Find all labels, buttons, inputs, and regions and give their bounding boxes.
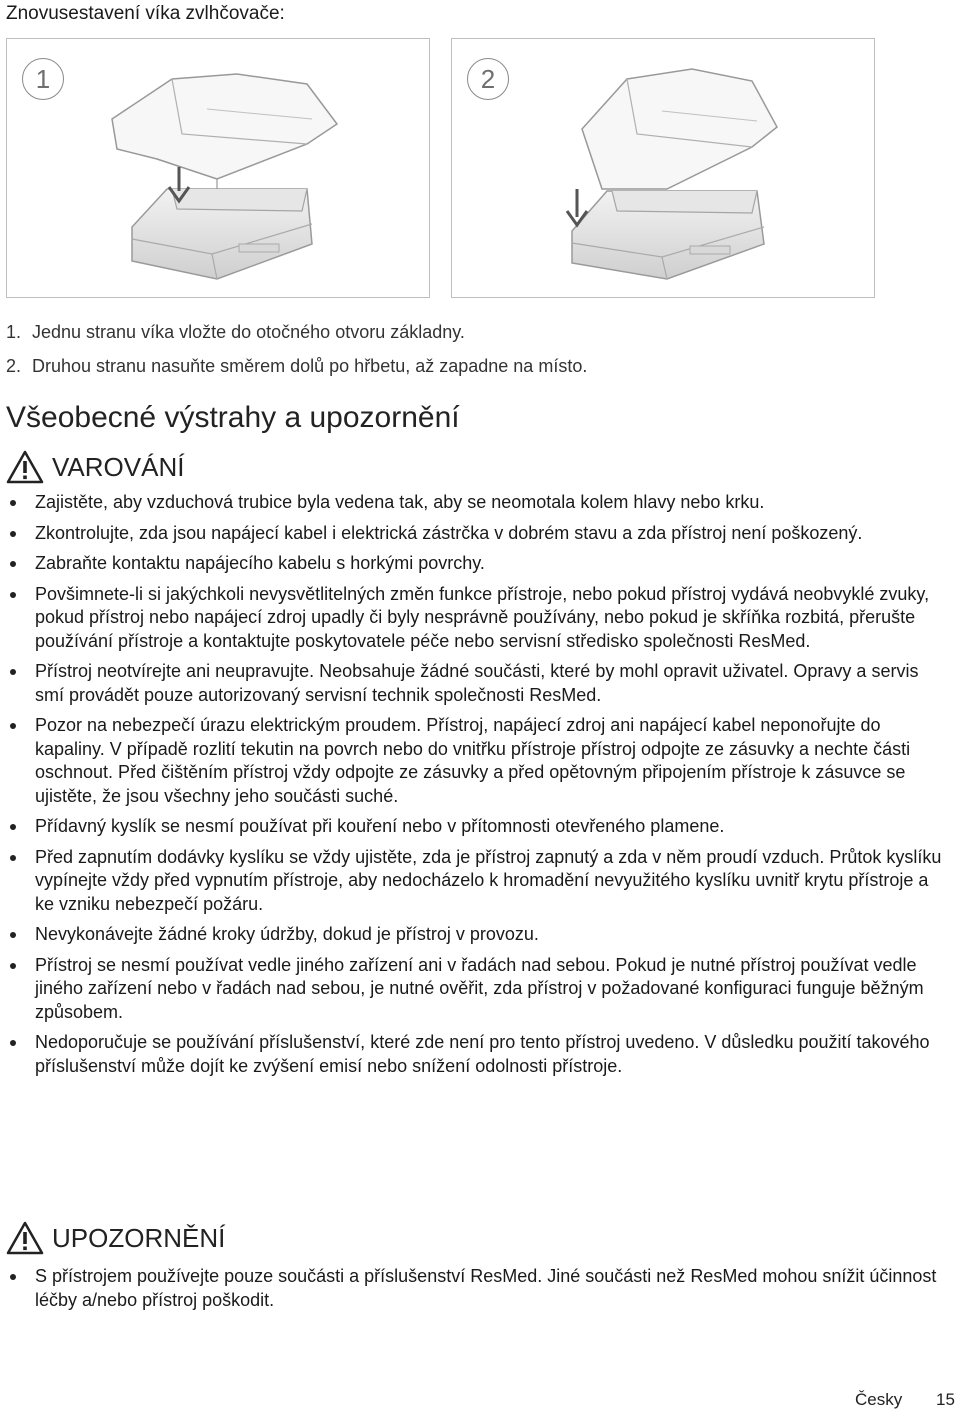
step-item-text: Druhou stranu nasuňte směrem dolů po hřbetu, až zapadne na místo. [32,356,588,376]
bullet-icon [10,500,16,506]
warning-item-text: Přídavný kyslík se nesmí používat při kouření nebo v přítomnosti otevřeného plamene. [35,816,725,836]
bullet-icon [10,669,16,675]
step-number-2: 2 [467,58,509,100]
caution-title: UPOZORNĚNÍ [52,1223,226,1253]
bullet-icon [10,1274,16,1280]
step-item-text: Jednu stranu víka vložte do otočného otvoru základny. [32,322,465,342]
warning-item-text: Povšimnete-li si jakýchkoli nevysvětlitelných změn funkce přístroje, nebo pokud přístroj vydává neobvyklé zvuky, pokud přístroj nebo napájecí zdroj upadly či byly nesprávně používány, nebo pokud je skříňka rozbitá, přerušte používání přístroje a kontaktujte poskytovatele péče nebo servisní středisko společnosti ResMed. [35,583,930,651]
warning-triangle-icon [6,1221,44,1255]
intro-heading: Znovusestavení víka zvlhčovače: [6,3,285,24]
step-item [6,356,587,380]
figure-step-1 [6,38,430,298]
bullet-icon [10,531,16,537]
warning-item-text: Zajistěte, aby vzduchová trubice byla vedena tak, aby se neomotala kolem hlavy nebo krku. [35,492,765,512]
bullet-icon [10,592,16,598]
bullet-icon [10,932,16,938]
warning-item-text: Před zapnutím dodávky kyslíku se vždy ujistěte, zda je přístroj zapnutý a zda v něm proudí vzduch. Průtok kyslíku vypínejte vždy před vypnutím přístroje, aby nedocházelo k hromadění nevyužitého kyslíku uvnitř krytu přístroje a ke vzniku nebezpečí požáru. [35,846,942,914]
warning-item-text: Přístroj se nesmí používat vedle jiného zařízení ani v řadách nad sebou. Pokud je nutné přístroj používat vedle jiného zařízení nebo v řadách nad sebou, je nutné ověřit, zda přístroj v požadované konfiguraci funguje běžným způsobem. [35,954,924,1022]
warning-triangle-icon [6,450,44,484]
caution-item-text: S přístrojem používejte pouze součásti a příslušenství ResMed. Jiné součásti než ResMed mohou snížit účinnost léčby a/nebo přístroj poškodit. [35,1266,937,1310]
warning-item [0,923,945,947]
warning-item [0,491,945,515]
warning-heading [6,449,184,485]
bullet-icon [10,561,16,567]
warning-item [0,552,945,576]
warning-item-text: Nevykonávejte žádné kroky údržby, dokud je přístroj v provozu. [35,924,539,944]
warning-item-text: Zkontrolujte, zda jsou napájecí kabel i elektrická zástrčka v dobrém stavu a zda přístroj není poškozený. [35,522,863,543]
bullet-icon [10,723,16,729]
footer-language: Česky [855,1390,903,1409]
step-number-1: 1 [22,58,64,100]
warning-item [0,1031,945,1078]
warning-item [0,583,945,654]
step-item [6,322,587,346]
warning-item [0,815,945,839]
warning-list [0,491,945,1085]
caution-heading [6,1220,225,1256]
caution-item [0,1265,945,1312]
step-item-number: 2. [6,356,22,376]
warning-item [0,846,945,917]
warning-item-text: Přístroj neotvírejte ani neupravujte. Neobsahuje žádné součásti, které by mohl opravit uživatel. Opravy a servis smí provádět pouze autorizovaný servisní technik společnosti ResMed. [35,661,919,705]
warning-item [0,714,945,808]
warning-item-text: Zabraňte kontaktu napájecího kabelu s horkými povrchy. [35,553,485,573]
caution-list [0,1265,945,1319]
section-title: Všeobecné výstrahy a upozornění [6,401,460,434]
bullet-icon [10,963,16,969]
bullet-icon [10,855,16,861]
warning-item [0,522,945,546]
warning-item-text: Nedoporučuje se používání příslušenství, které zde není pro tento přístroj uvedeno. V důsledku použití takového příslušenství může dojít ke zvýšení emisí nebo snížení odolnosti přístroje. [35,1032,930,1076]
bullet-icon [10,1040,16,1046]
bullet-icon [10,824,16,830]
warning-title: VAROVÁNÍ [52,452,185,482]
warning-item [0,954,945,1025]
step-item-number: 1. [6,322,22,342]
humidifier-lid-insert-illustration [7,39,430,298]
figure-step-2 [451,38,875,298]
warning-item [0,660,945,707]
page-number: 15 [936,1390,955,1409]
humidifier-lid-press-down-illustration [452,39,875,298]
warning-item-text: Pozor na nebezpečí úrazu elektrickým proudem. Přístroj, napájecí zdroj ani napájecí kabel neponořujte do kapaliny. V případě rozlití tekutin na povrch nebo do vnitřku přístroje přístroj odpojte ze zásuvky a nechte části oschnout. Před čištěním přístroj vždy odpojte ze zásuvky a před opětovným připojením přístroje k zásuvce se ujistěte, že jsou všechny jeho součásti suché. [35,715,911,806]
step-list [6,322,587,390]
